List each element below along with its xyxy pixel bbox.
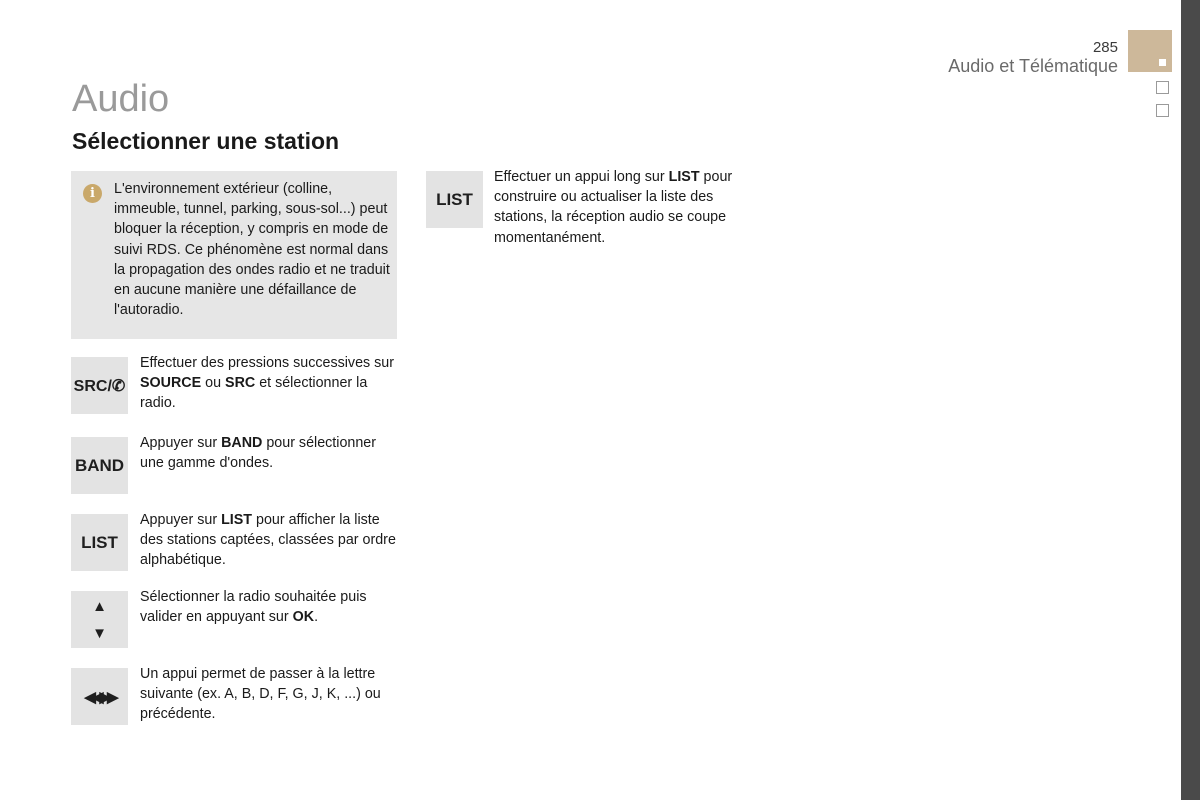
list-button-icon: LIST xyxy=(71,514,128,571)
page-edge-bar xyxy=(1181,0,1200,800)
page-number: 285 xyxy=(1092,39,1118,56)
step-text-ok: Sélectionner la radio souhaitée puis valider en appuyant sur OK. xyxy=(140,589,367,626)
step-text-list: Appuyer sur LIST pour afficher la liste des stations captées, classées par ordre alphabétique. xyxy=(140,512,396,569)
up-down-arrows-icon xyxy=(71,591,128,648)
info-text: L'environnement extérieur (colline, immeuble, tunnel, parking, sous-sol...) peut bloquer la réception, y compris en mode de suivi RDS. Ce phénomène est normal dans la propagation des ondes radio et ne traduit en aucune manière une défaillance de l'autoradio. xyxy=(114,181,390,319)
step-text-band: Appuyer sur BAND pour sélectionner une gamme d'ondes. xyxy=(140,435,377,472)
prev-next-arrows-icon: ◀◀▶▶ xyxy=(71,668,128,725)
band-button-icon: BAND xyxy=(71,437,128,494)
step-text-letter: Un appui permet de passer à la lettre suivante (ex. A, B, D, F, G, J, K, ...) ou précédente. xyxy=(140,666,381,723)
subheading: Sélectionner une station xyxy=(72,128,340,154)
src-button-icon: SRC/✆ xyxy=(71,357,128,414)
step-text-list-long: Effectuer un appui long sur LIST pour construire ou actualiser la liste des stations, la réception audio se coupe momentanément. xyxy=(494,169,733,246)
chapter-tab-marker xyxy=(1159,59,1166,66)
list-long-press-icon: LIST xyxy=(426,171,483,228)
info-icon: i xyxy=(83,184,102,203)
step-text-source: Effectuer des pressions successives sur SOURCE ou SRC et sélectionner la radio. xyxy=(140,355,395,412)
info-box xyxy=(71,171,397,339)
up-arrow-icon: ▲ xyxy=(92,597,107,615)
section-title: Audio et Télématique xyxy=(948,56,1118,76)
page-title: Audio xyxy=(72,78,170,120)
down-arrow-icon: ▼ xyxy=(92,624,107,642)
chapter-tab-empty-2 xyxy=(1156,104,1169,117)
chapter-tab-empty-1 xyxy=(1156,81,1169,94)
